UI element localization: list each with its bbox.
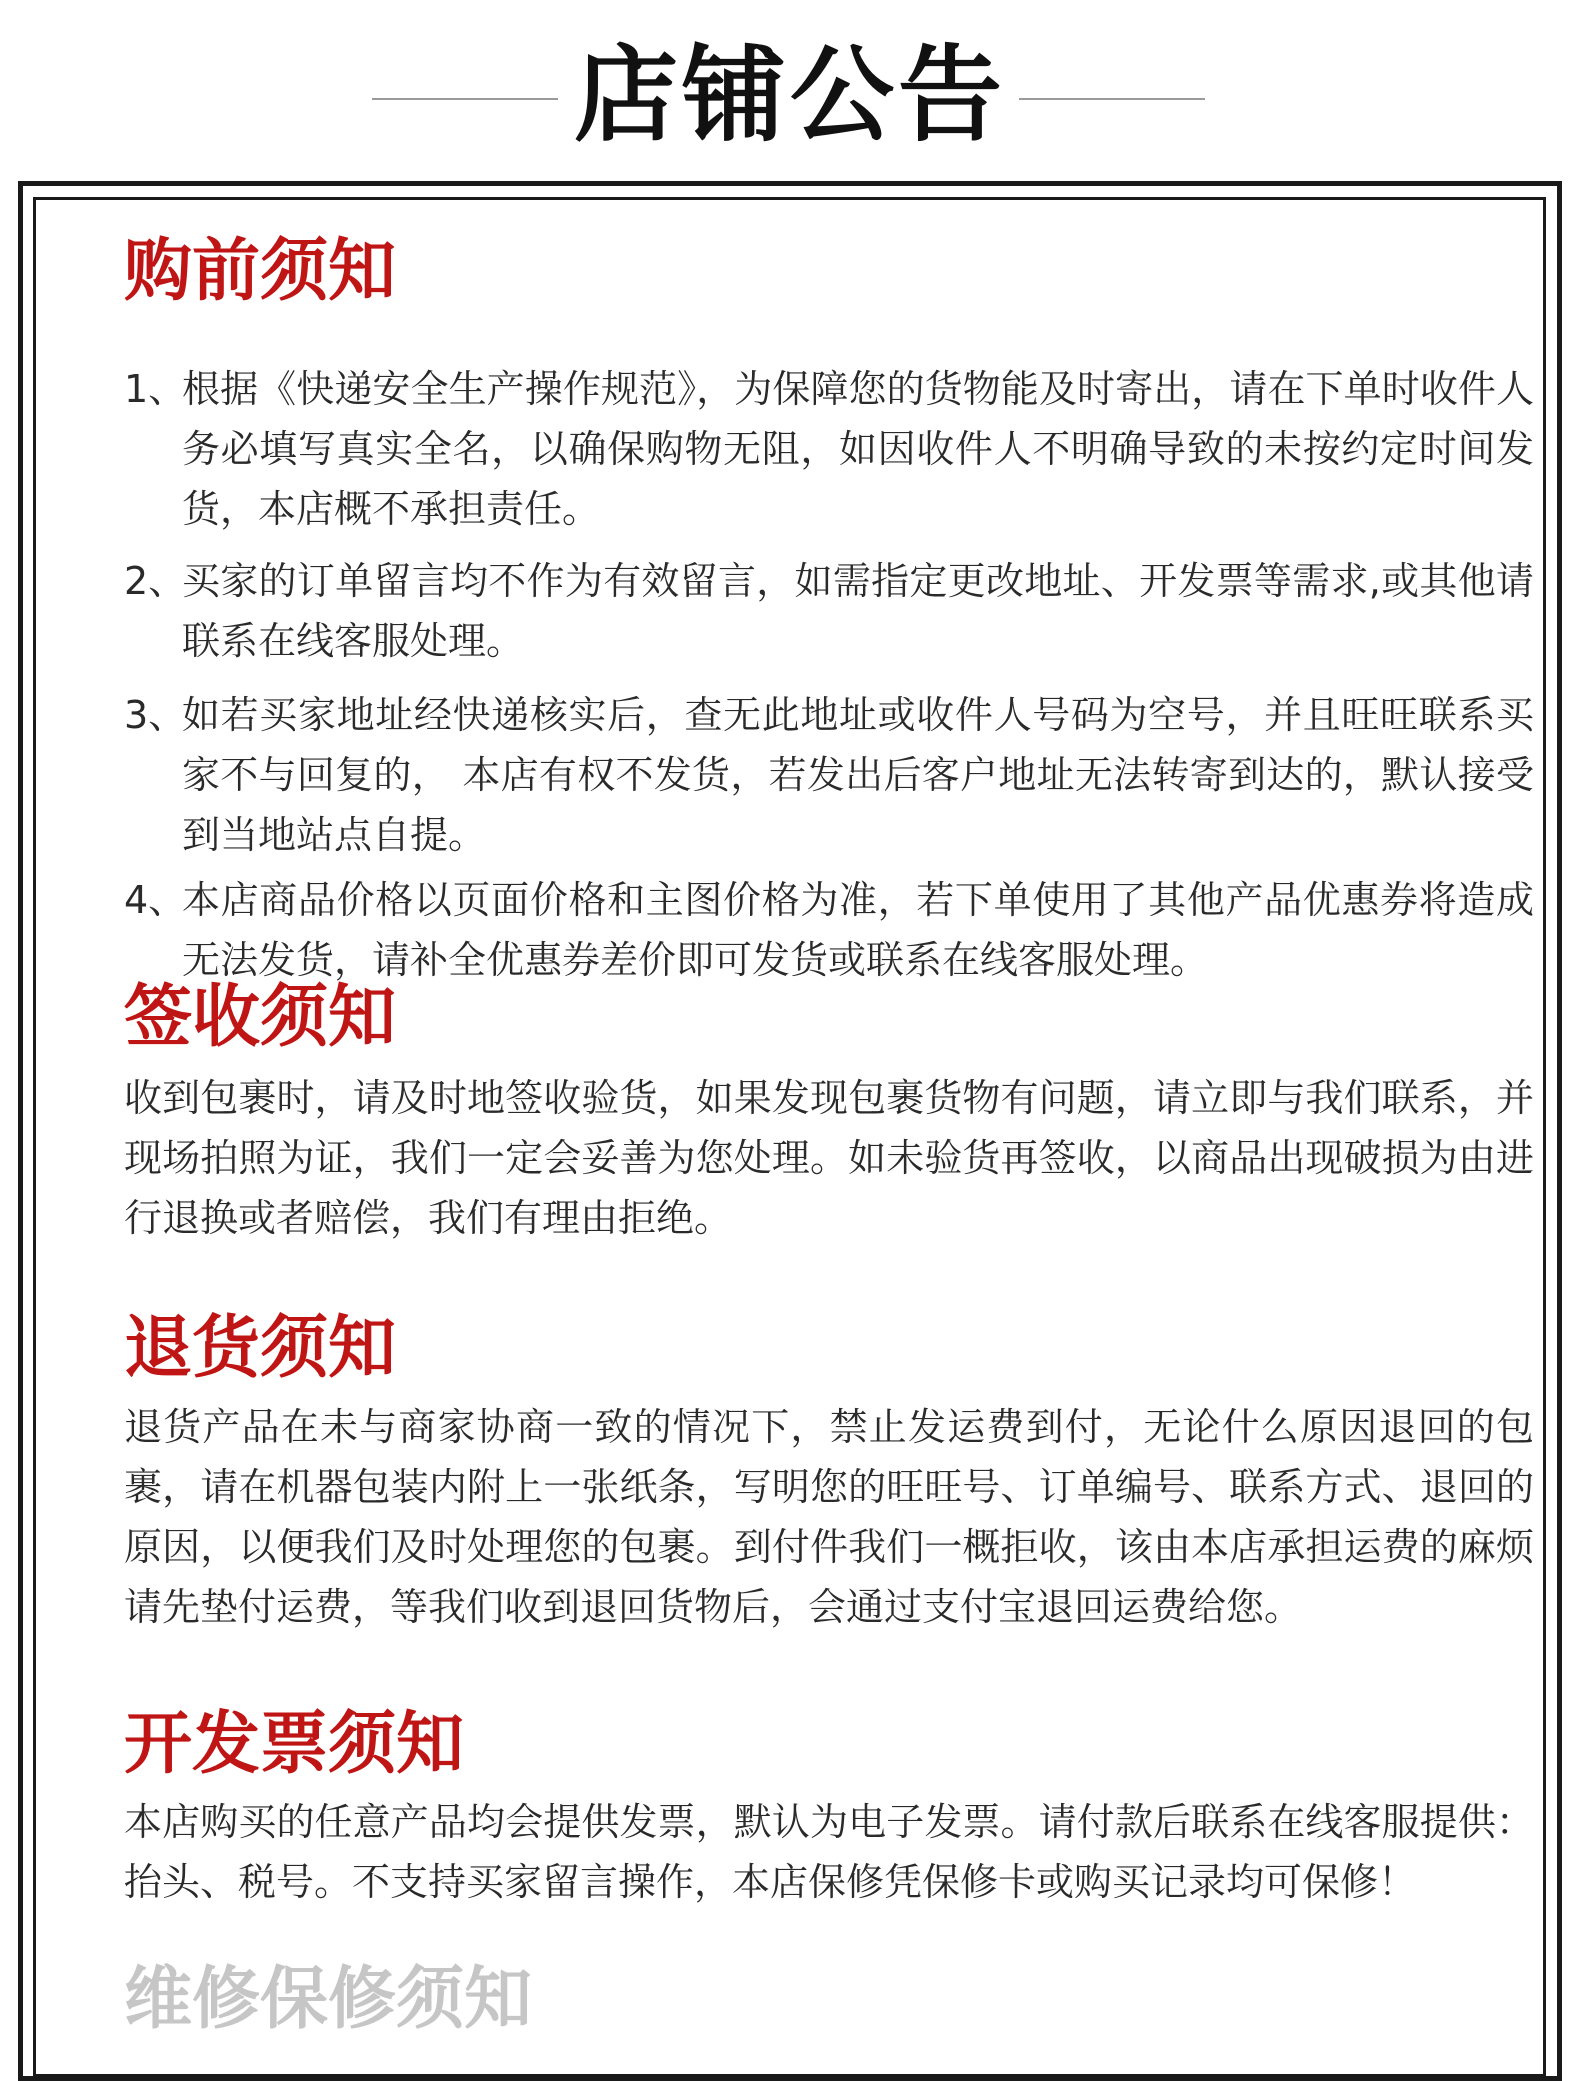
section-title-invoice: 开发票须知 bbox=[124, 1705, 465, 1784]
item-number: 3、 bbox=[124, 693, 187, 737]
purchase-item-4 bbox=[124, 870, 1534, 990]
section-title-purchase: 购前须知 bbox=[124, 232, 397, 311]
notice-frame-inner bbox=[33, 197, 1546, 2077]
item-number: 4、 bbox=[124, 878, 187, 922]
item-text: 本店商品价格以页面价格和主图价格为准，若下单使用了其他产品优惠券将造成无法发货，请补全优惠券差价即可发货或联系在线客服处理。 bbox=[182, 878, 1534, 982]
page-header bbox=[0, 34, 1581, 156]
item-text: 根据《快递安全生产操作规范》，为保障您的货物能及时寄出，请在下单时收件人务必填写真实全名，以确保购物无阻，如因收件人不明确导致的未按约定时间发货，本店概不承担责任。 bbox=[182, 367, 1534, 531]
purchase-item-1 bbox=[124, 359, 1534, 539]
receipt-paragraph: 收到包裹时，请及时地签收验货，如果发现包裹货物有问题，请立即与我们联系，并现场拍照为证，我们一定会妥善为您处理。如未验货再签收，以商品出现破损为由进行退换或者赔偿，我们有理由拒绝。 bbox=[124, 1076, 1534, 1240]
purchase-item-2 bbox=[124, 551, 1534, 671]
returns-paragraph: 退货产品在未与商家协商一致的情况下，禁止发运费到付，无论什么原因退回的包裹，请在机器包装内附上一张纸条，写明您的旺旺号、订单编号、联系方式、退回的原因，以便我们及时处理您的包裹。到付件我们一概拒收，该由本店承担运费的麻烦请先垫付运费，等我们收到退回货物后，会通过支付宝退回运费给您。 bbox=[124, 1405, 1534, 1629]
item-text: 买家的订单留言均不作为有效留言，如需指定更改地址、开发票等需求,或其他请联系在线客服处理。 bbox=[182, 559, 1534, 663]
item-number: 2、 bbox=[124, 559, 187, 603]
purchase-item-3 bbox=[124, 685, 1534, 865]
page-title: 店铺公告 bbox=[573, 34, 1006, 156]
header-divider-left bbox=[372, 98, 558, 100]
item-number: 1、 bbox=[124, 367, 187, 411]
section-title-repair: 维修保修须知 bbox=[124, 1960, 533, 2039]
invoice-paragraph: 本店购买的任意产品均会提供发票，默认为电子发票。请付款后联系在线客服提供：抬头、税号。不支持买家留言操作，本店保修凭保修卡或购买记录均可保修！ bbox=[124, 1800, 1534, 1904]
header-divider-right bbox=[1019, 98, 1205, 100]
item-text: 如若买家地址经快递核实后，查无此地址或收件人号码为空号，并且旺旺联系买家不与回复的， 本店有权不发货，若发出后客户地址无法转寄到达的，默认接受到当地站点自提。 bbox=[182, 693, 1534, 857]
section-title-receipt: 签收须知 bbox=[124, 978, 397, 1057]
section-title-returns: 退货须知 bbox=[124, 1309, 397, 1388]
